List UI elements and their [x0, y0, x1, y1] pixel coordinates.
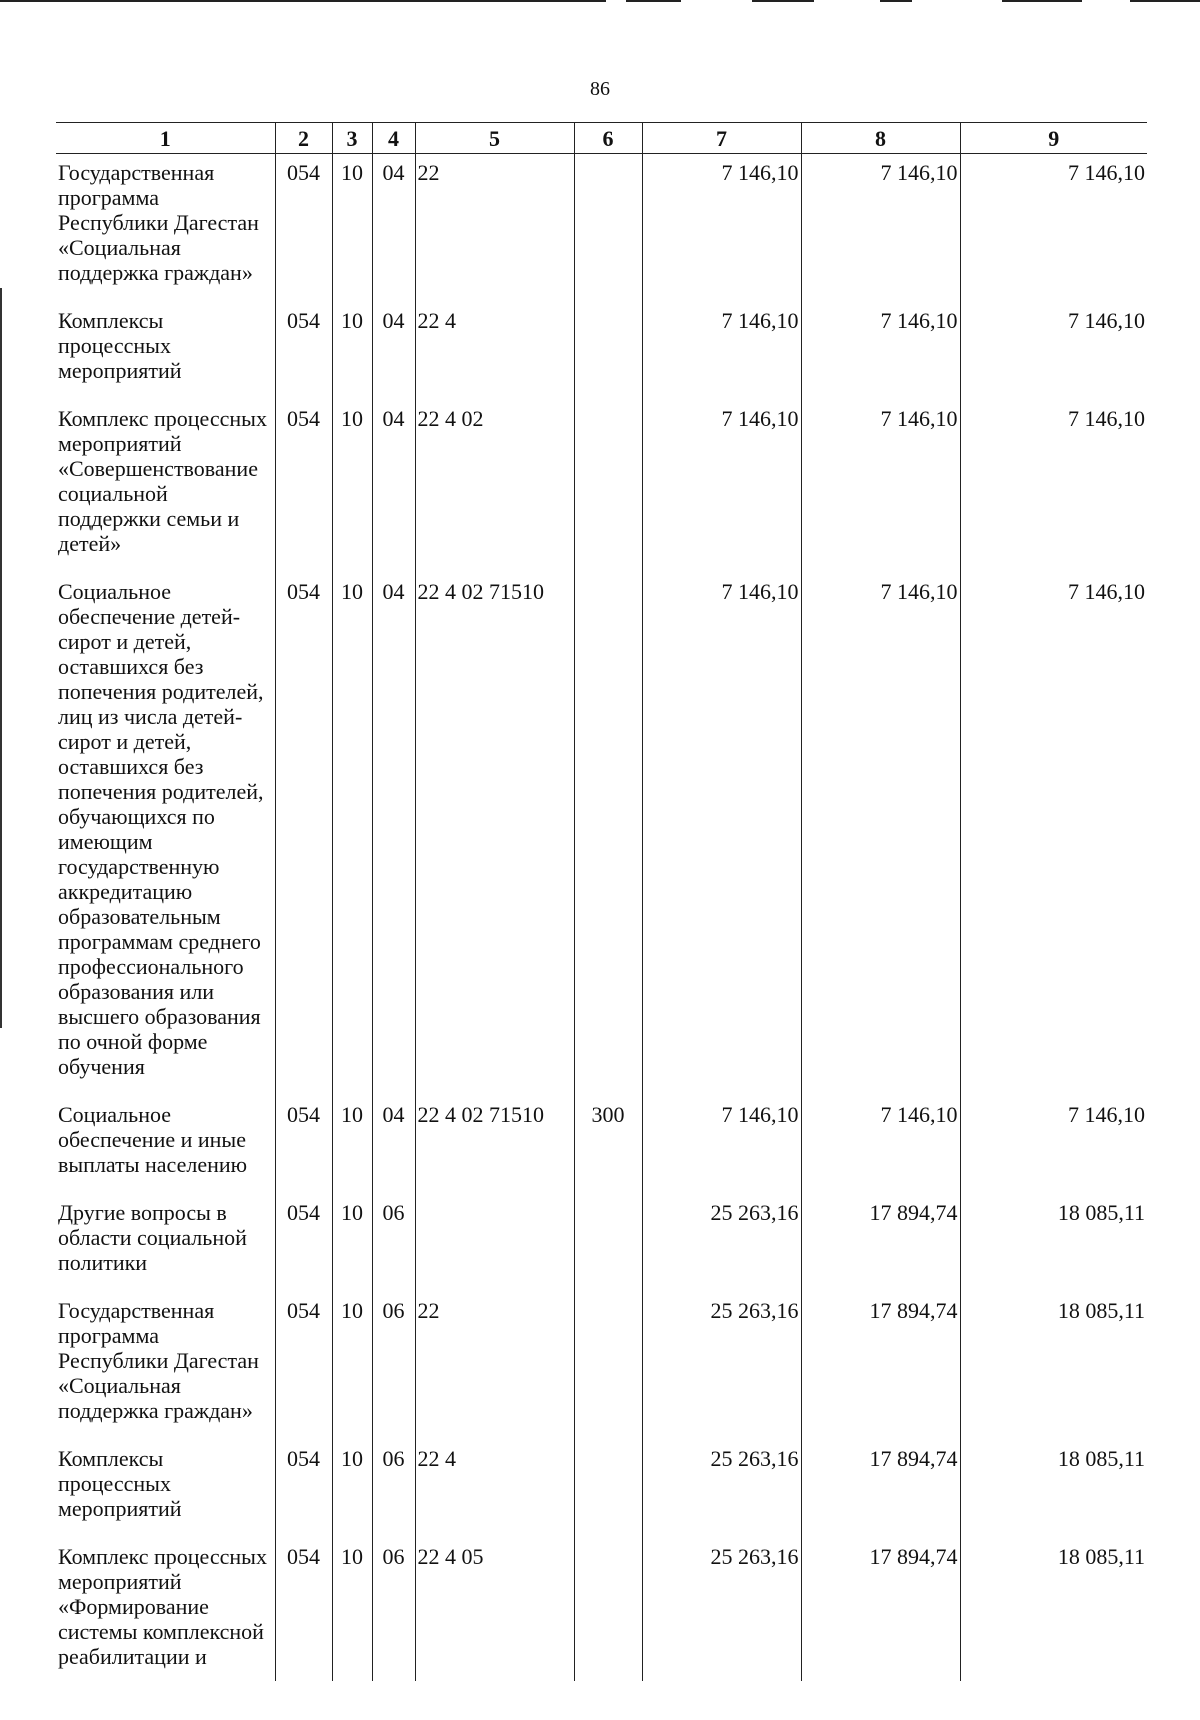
amount-col7: 7 146,10: [642, 573, 801, 1096]
table-row: [56, 1096, 1147, 1194]
subsection-code: 04: [372, 302, 415, 400]
table-row: [56, 1292, 1147, 1440]
row-name: Комплексы процессных мероприятий: [58, 1446, 182, 1521]
target-article-code: 22 4 05: [415, 1538, 574, 1681]
expense-type-code: [574, 1538, 642, 1681]
target-article-code: [415, 1194, 574, 1292]
column-header: 4: [372, 123, 415, 154]
row-name: Государственная программа Республики Дагестан «Социальная поддержка граждан»: [58, 160, 259, 285]
target-article-code: 22: [415, 1292, 574, 1440]
row-name: Комплексы процессных мероприятий: [58, 308, 182, 383]
subsection-code: 06: [372, 1538, 415, 1681]
ministry-code: 054: [275, 1292, 332, 1440]
subsection-code: 04: [372, 573, 415, 1096]
section-code: 10: [332, 1194, 372, 1292]
target-article-code: 22: [415, 154, 574, 303]
section-code: 10: [332, 1440, 372, 1538]
amount-col7: 7 146,10: [642, 400, 801, 573]
table-row: [56, 302, 1147, 400]
amount-col7: 25 263,16: [642, 1194, 801, 1292]
amount-col7: 7 146,10: [642, 1096, 801, 1194]
subsection-code: 04: [372, 154, 415, 303]
section-code: 10: [332, 1538, 372, 1681]
target-article-code: 22 4: [415, 302, 574, 400]
amount-col9: 7 146,10: [960, 400, 1147, 573]
top-rule: [0, 0, 606, 2]
expense-type-code: 300: [574, 1096, 642, 1194]
scan-edge-line: [0, 288, 2, 1028]
expense-type-code: [574, 1292, 642, 1440]
amount-col9: 18 085,11: [960, 1538, 1147, 1681]
amount-col8: 17 894,74: [801, 1194, 960, 1292]
column-header: 3: [332, 123, 372, 154]
row-name: Государственная программа Республики Дагестан «Социальная поддержка граждан»: [58, 1298, 259, 1423]
ministry-code: 054: [275, 1194, 332, 1292]
table-row: [56, 1194, 1147, 1292]
top-rule: [880, 0, 912, 2]
column-header: 6: [574, 123, 642, 154]
amount-col9: 7 146,10: [960, 573, 1147, 1096]
section-code: 10: [332, 573, 372, 1096]
amount-col9: 7 146,10: [960, 154, 1147, 303]
table-row: [56, 1440, 1147, 1538]
ministry-code: 054: [275, 1440, 332, 1538]
target-article-code: 22 4 02 71510: [415, 573, 574, 1096]
column-header: 9: [960, 123, 1147, 154]
expense-type-code: [574, 1440, 642, 1538]
ministry-code: 054: [275, 1096, 332, 1194]
column-header: 8: [801, 123, 960, 154]
amount-col8: 17 894,74: [801, 1440, 960, 1538]
target-article-code: 22 4: [415, 1440, 574, 1538]
subsection-code: 04: [372, 1096, 415, 1194]
amount-col9: 7 146,10: [960, 1096, 1147, 1194]
subsection-code: 06: [372, 1440, 415, 1538]
table-row: [56, 154, 1147, 303]
row-name: Комплекс процессных мероприятий «Формирование системы комплексной реабилитации и: [58, 1544, 267, 1669]
target-article-code: 22 4 02 71510: [415, 1096, 574, 1194]
table-row: [56, 1538, 1147, 1681]
expense-type-code: [574, 154, 642, 303]
ministry-code: 054: [275, 573, 332, 1096]
ministry-code: 054: [275, 1538, 332, 1681]
row-name: Социальное обеспечение детей-сирот и детей, оставшихся без попечения родителей, лиц из числа детей-сирот и детей, оставшихся без попечения родителей, обучающихся по имеющим государственную аккредитацию образовательным программам среднего профессионального образования или высшего образования по очной форме обучения: [58, 579, 264, 1079]
subsection-code: 04: [372, 400, 415, 573]
amount-col9: 18 085,11: [960, 1292, 1147, 1440]
amount-col7: 25 263,16: [642, 1440, 801, 1538]
amount-col8: 7 146,10: [801, 154, 960, 303]
column-header: 1: [56, 123, 275, 154]
amount-col9: 18 085,11: [960, 1440, 1147, 1538]
expense-type-code: [574, 302, 642, 400]
page-number: 86: [590, 78, 610, 100]
ministry-code: 054: [275, 400, 332, 573]
expense-type-code: [574, 573, 642, 1096]
section-code: 10: [332, 302, 372, 400]
table-row: [56, 573, 1147, 1096]
row-name: Другие вопросы в области социальной политики: [58, 1200, 247, 1275]
column-header: 7: [642, 123, 801, 154]
top-rule: [626, 0, 681, 2]
amount-col8: 7 146,10: [801, 302, 960, 400]
top-rule: [752, 0, 814, 2]
ministry-code: 054: [275, 154, 332, 303]
row-name: Комплекс процессных мероприятий «Совершенствование социальной поддержки семьи и детей»: [58, 406, 267, 556]
section-code: 10: [332, 154, 372, 303]
table-row: [56, 400, 1147, 573]
column-header: 2: [275, 123, 332, 154]
target-article-code: 22 4 02: [415, 400, 574, 573]
top-rule: [1002, 0, 1082, 2]
section-code: 10: [332, 1292, 372, 1440]
amount-col8: 17 894,74: [801, 1538, 960, 1681]
budget-table: [56, 122, 1147, 1681]
section-code: 10: [332, 400, 372, 573]
amount-col9: 7 146,10: [960, 302, 1147, 400]
expense-type-code: [574, 400, 642, 573]
column-header: 5: [415, 123, 574, 154]
section-code: 10: [332, 1096, 372, 1194]
expense-type-code: [574, 1194, 642, 1292]
subsection-code: 06: [372, 1194, 415, 1292]
column-number-row: [56, 123, 1147, 154]
amount-col9: 18 085,11: [960, 1194, 1147, 1292]
amount-col7: 25 263,16: [642, 1292, 801, 1440]
amount-col8: 7 146,10: [801, 400, 960, 573]
amount-col7: 7 146,10: [642, 302, 801, 400]
ministry-code: 054: [275, 302, 332, 400]
row-name: Социальное обеспечение и иные выплаты населению: [58, 1102, 248, 1177]
amount-col7: 7 146,10: [642, 154, 801, 303]
amount-col8: 7 146,10: [801, 573, 960, 1096]
top-rule: [1130, 0, 1200, 2]
amount-col7: 25 263,16: [642, 1538, 801, 1681]
amount-col8: 17 894,74: [801, 1292, 960, 1440]
amount-col8: 7 146,10: [801, 1096, 960, 1194]
subsection-code: 06: [372, 1292, 415, 1440]
